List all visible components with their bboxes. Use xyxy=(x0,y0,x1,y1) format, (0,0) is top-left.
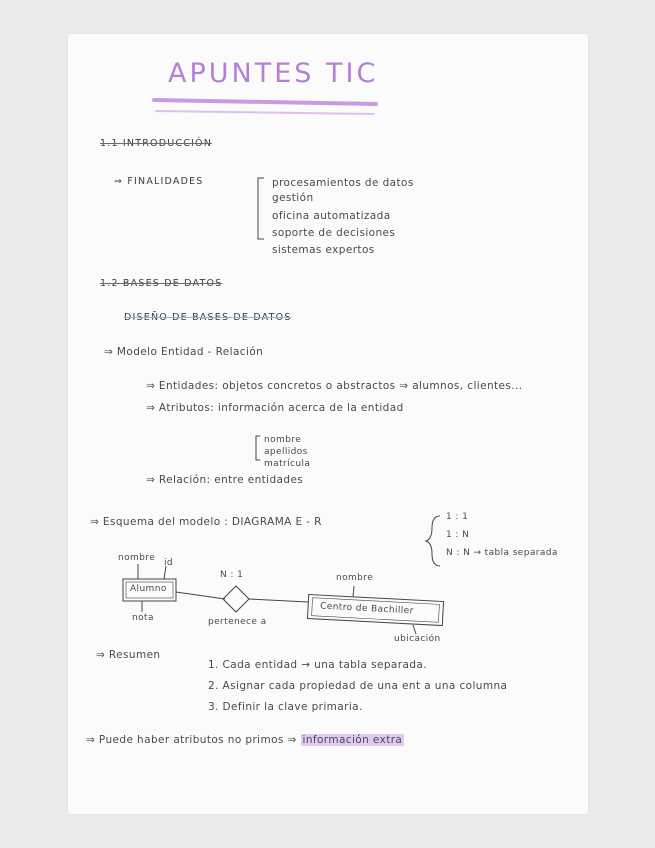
finalidades-label: ⇒ FINALIDADES xyxy=(114,176,204,187)
atributos-line: ⇒ Atributos: información acerca de la entidad xyxy=(146,402,404,414)
finalidad-item: gestión xyxy=(272,192,314,204)
cardinality-item: 1 : 1 xyxy=(446,512,469,522)
atributo-item: matrícula xyxy=(264,459,311,469)
attr-centro-nombre: nombre xyxy=(336,573,374,583)
atributos-bracket xyxy=(256,436,260,460)
sketch-canvas xyxy=(68,34,588,814)
resumen-step: 3. Definir la clave primaria. xyxy=(208,701,363,713)
heading-bases-de-datos: 1.2 BASES DE DATOS xyxy=(100,278,223,289)
relationship-label: pertenece a xyxy=(208,617,267,627)
title-underline-2 xyxy=(156,111,374,114)
resumen-label: ⇒ Resumen xyxy=(96,649,161,661)
relation-line-right xyxy=(249,599,308,602)
cardinality-item: 1 : N xyxy=(446,530,470,540)
finalidad-item: sistemas expertos xyxy=(272,244,375,256)
entity-alumno-label: Alumno xyxy=(130,584,167,594)
attr-ubicacion: ubicación xyxy=(394,634,441,644)
atributo-item: nombre xyxy=(264,435,302,445)
attr-line-centro-nombre xyxy=(353,586,354,597)
cardinality-brace xyxy=(426,516,440,566)
attr-id: id xyxy=(164,558,174,568)
relationship-diamond xyxy=(223,586,249,612)
attr-nombre: nombre xyxy=(118,553,156,563)
title-underline xyxy=(154,100,376,104)
footer-text: ⇒ Puede haber atributos no primos ⇒ xyxy=(86,734,297,746)
relationship-cardinality: N : 1 xyxy=(220,570,244,580)
finalidad-item: oficina automatizada xyxy=(272,210,391,222)
relacion-line: ⇒ Relación: entre entidades xyxy=(146,474,304,486)
esquema-line: ⇒ Esquema del modelo : DIAGRAMA E - R xyxy=(90,516,322,528)
cardinality-item: N : N → tabla separada xyxy=(446,548,558,558)
entity-centro-label: Centro de Bachiller xyxy=(319,601,414,617)
finalidades-bracket xyxy=(258,178,264,239)
finalidad-item: procesamientos de datos xyxy=(272,177,414,189)
resumen-step: 2. Asignar cada propiedad de una ent a una columna xyxy=(208,680,508,692)
footer-highlight: información extra xyxy=(302,734,403,746)
attr-nota: nota xyxy=(132,613,154,623)
relation-line-left xyxy=(176,592,225,599)
notebook-page xyxy=(68,34,588,814)
finalidad-item: soporte de decisiones xyxy=(272,227,396,239)
page-title: APUNTES TIC xyxy=(168,58,379,89)
attr-line-ubicacion xyxy=(413,625,416,634)
subheading-diseno: DISEÑO DE BASES DE DATOS xyxy=(124,312,292,323)
entidades-line: ⇒ Entidades: objetos concretos o abstractos ⇒ alumnos, clientes... xyxy=(146,380,523,392)
modelo-line: ⇒ Modelo Entidad - Relación xyxy=(104,346,264,358)
footer-line xyxy=(86,734,404,746)
resumen-step: 1. Cada entidad → una tabla separada. xyxy=(208,659,427,671)
heading-introduccion: 1.1 INTRODUCCIÓN xyxy=(100,138,213,149)
atributo-item: apellidos xyxy=(264,447,308,457)
